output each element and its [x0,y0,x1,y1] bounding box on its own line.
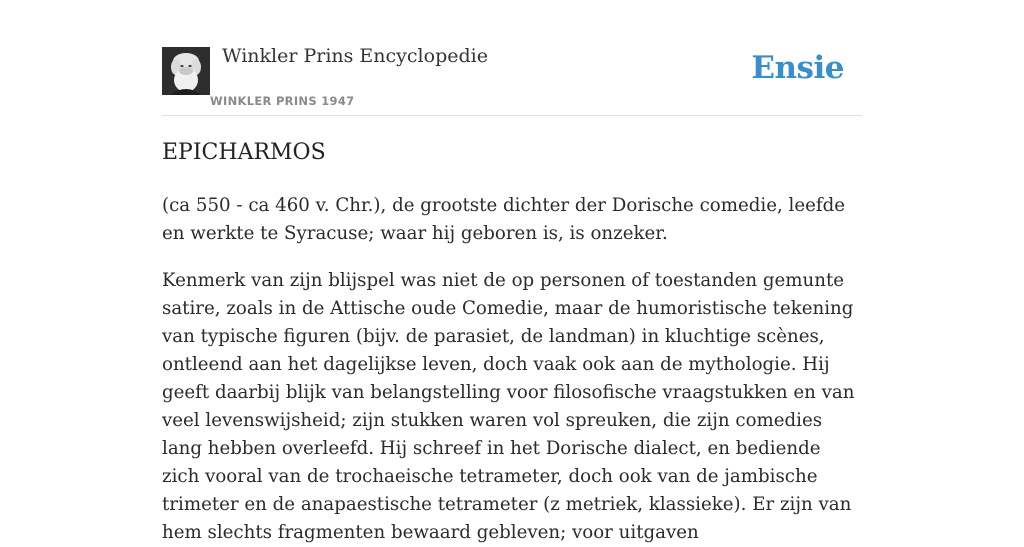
source-title[interactable]: Winkler Prins Encyclopedie [222,45,488,67]
avatar[interactable] [162,47,210,95]
source-subtitle[interactable]: WINKLER PRINS 1947 [210,94,355,108]
entry-paragraph: (ca 550 - ca 460 v. Chr.), de grootste dichter der Dorische comedie, leefde en werkte te Syracuse; waar hij geboren is, is onzeker. [162,195,846,244]
entry-title: EPICHARMOS [162,140,326,165]
content-container [162,0,862,543]
brand-logo[interactable]: Ensie [751,50,844,86]
bearded-man-portrait-icon [162,47,210,95]
source-header [162,0,862,116]
entry-paragraph: Kenmerk van zijn blijspel was niet de op personen of toestanden gemunte satire, zoals in de Attische oude Comedie, maar de humoristische tekening van typische figuren (bijv. de parasiet, de landman) in kluchtige scènes, ontleend aan het dagelijkse leven, doch vaak ook aan de mythologie. Hij geeft daarbij blijk van belangstelling voor filosofische vraagstukken en van veel levenswijsheid; zijn stukken waren vol spreuken, die zijn comedies lang hebben overleefd. Hij schreef in het Dorische dialect, en bediende zich vooral van de trochaeische tetrameter, doch ook van de jambische trimeter en de anapaestische tetrameter (z metriek, klassieke). Er zijn van hem slechts fragmenten bewaard gebleven; voor uitgaven [162,270,855,543]
